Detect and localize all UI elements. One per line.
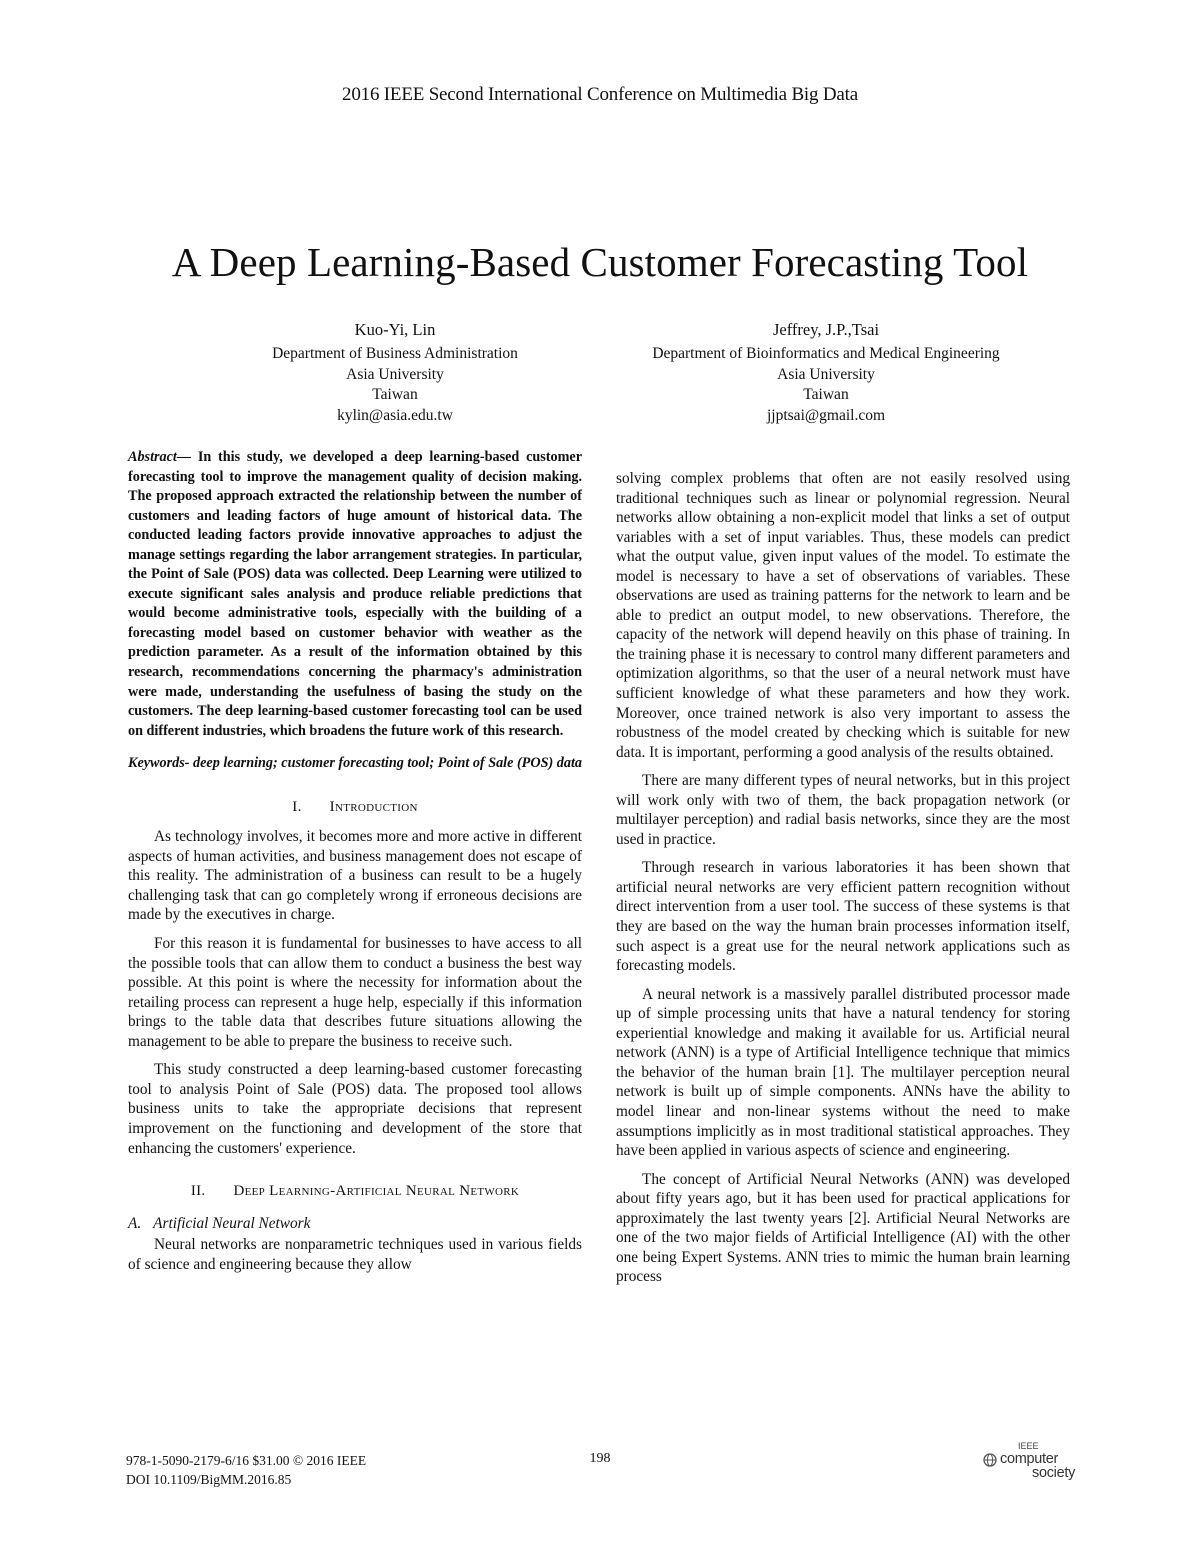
section-title: Introduction xyxy=(329,798,418,815)
section-heading-deep-learning xyxy=(128,1182,582,1202)
section-number: II. xyxy=(190,1183,206,1200)
paragraph: This study constructed a deep learning-based customer forecasting tool to analysis Point of Sale (POS) data. The proposed tool allows business units to take the appropriate decisions that represent improvement on the functioning and development of the store that enhancing the customers' experience. xyxy=(128,1061,582,1157)
page-number: 198 xyxy=(589,1451,611,1466)
footer-doi: DOI 10.1109/BigMM.2016.85 xyxy=(126,1472,292,1487)
author-name: Kuo-Yi, Lin xyxy=(354,320,436,339)
section-heading-introduction xyxy=(128,798,582,818)
paragraph: The concept of Artificial Neural Networks (ANN) was developed about fifty years ago, but it has been used for practical applications for approximately the last twenty years [2]. Artificial Neural Networks are one of the two major fields of Artificial Intelligence (AI) with the other one being Expert Systems. ANN tries to mimic the human brain learning process xyxy=(616,1170,1070,1286)
globe-icon xyxy=(982,1453,998,1467)
author-country: Taiwan xyxy=(372,386,418,404)
author-email: jjptsai@gmail.com xyxy=(766,407,886,425)
author-name: Jeffrey, J.P.,Tsai xyxy=(772,320,880,339)
paragraph: Neural networks are nonparametric techniques used in various fields of science and engineering because they allow xyxy=(128,1236,582,1273)
left-column xyxy=(128,448,582,1274)
author-block-2 xyxy=(596,320,1056,427)
abstract-label: Abstract— xyxy=(128,449,192,465)
author-department: Department of Bioinformatics and Medical Engineering xyxy=(652,344,1000,362)
author-university: Asia University xyxy=(777,365,875,383)
subsection-heading xyxy=(128,1214,582,1234)
conference-name: 2016 IEEE Second International Conference on Multimedia Big Data xyxy=(342,84,858,105)
author-university: Asia University xyxy=(346,365,444,383)
computer-society-logo xyxy=(978,1441,1088,1487)
logo-society-text: society xyxy=(1032,1465,1076,1481)
author-email: kylin@asia.edu.tw xyxy=(337,407,453,425)
paragraph: solving complex problems that often are not easily resolved using traditional techniques such as linear or polynomial regression. Neural networks allow obtaining a non-explicit model that links a set of output variables with a set of input variables. Thus, these models can predict what the output value, given input values of the model. To estimate the model is necessary to have a set of observations of variables. These observations are used as training patterns for the network to learn and be able to predict an output model, to new observations. Therefore, the capacity of the network will depend heavily on this phase of training. In the training phase it is necessary to control many different parameters and optimization algorithms, so that the user of a neural network must have sufficient knowledge of what these parameters and how they work. Moreover, once trained network is also very important to assess the robustness of the model created by checking which is suitable for new data. It is important, performing a good analysis of the results obtained. xyxy=(616,470,1070,761)
paragraph: There are many different types of neural networks, but in this project will work only with two of them, the back propagation network (or multilayer perception) and radial basis networks, since they are the most used in practice. xyxy=(616,772,1070,848)
paper-title: A Deep Learning-Based Customer Forecasting Tool xyxy=(171,239,1029,285)
paragraph: For this reason it is fundamental for businesses to have access to all the possible tools that can allow them to conduct a business the best way possible. At this point is where the necessity for information about the retailing process can represent a huge help, especially if this information brings to the table data that describes future situations allowing the management to be able to prepare the business to receive such. xyxy=(128,935,582,1050)
subsection-title: Artificial Neural Network xyxy=(153,1214,311,1232)
author-country: Taiwan xyxy=(803,386,849,404)
paragraph: As technology involves, it becomes more and more active in different aspects of human activities, and business management does not escape of this reality. The administration of a business can result to be a hugely challenging task that can go completely wrong if erroneous decisions are made by the executives in charge. xyxy=(128,828,582,924)
abstract-text: In this study, we developed a deep learning-based customer forecasting tool to improve the management quality of decision making. The proposed approach extracted the relationship between the number of customers and leading factors of huge amount of historical data. The conducted leading factors provide innovative approaches to adjust the manage settings regarding the labor arrangement strategies. In particular, the Point of Sale (POS) data was collected. Deep Learning were utilized to execute significant sales analysis and produce reliable predictions that would become administrative tools, especially with the building of a forecasting model based on customer behavior with weather as the prediction parameter. As a result of the information obtained by this research, recommendations concerning the pharmacy's administration were made, understanding the usefulness of basing the study on the customers. The deep learning-based customer forecasting tool can be used on different industries, which broadens the future work of this research. xyxy=(128,449,583,739)
right-column xyxy=(616,469,1070,1287)
section-number: I. xyxy=(292,798,302,815)
footer-isbn: 978-1-5090-2179-6/16 $31.00 © 2016 IEEE xyxy=(126,1453,367,1468)
keywords: Keywords- deep learning; customer forecasting tool; Point of Sale (POS) data xyxy=(128,755,582,772)
paragraph: A neural network is a massively parallel distributed processor made up of simple processing units that have a natural tendency for storing experiential knowledge and making it available for us. Artificial neural network (ANN) is a type of Artificial Intelligence technique that mimics the behavior of the human brain [1]. The multilayer perception neural network is built up of simple components. ANNs have the ability to model linear and non-linear systems without the need to make assumptions implicitly as in most traditional statistical approaches. They have been applied in various aspects of science and engineering. xyxy=(616,985,1070,1160)
paragraph: Through research in various laboratories it has been shown that artificial neural networks are very efficient pattern recognition without direct intervention from a user tool. The success of these systems is that they are based on the way the human brain processes information itself, such aspect is a great use for the neural network applications such as forecasting models. xyxy=(616,859,1070,975)
logo-computer-text: computer xyxy=(1000,1451,1059,1467)
abstract xyxy=(128,448,582,741)
section-title: Deep Learning-Artificial Neural Network xyxy=(233,1183,520,1200)
subsection-number: A. xyxy=(128,1214,142,1232)
author-block-1 xyxy=(180,320,610,427)
logo-ieee-text: IEEE xyxy=(1018,1441,1039,1451)
author-department: Department of Business Administration xyxy=(272,344,518,362)
